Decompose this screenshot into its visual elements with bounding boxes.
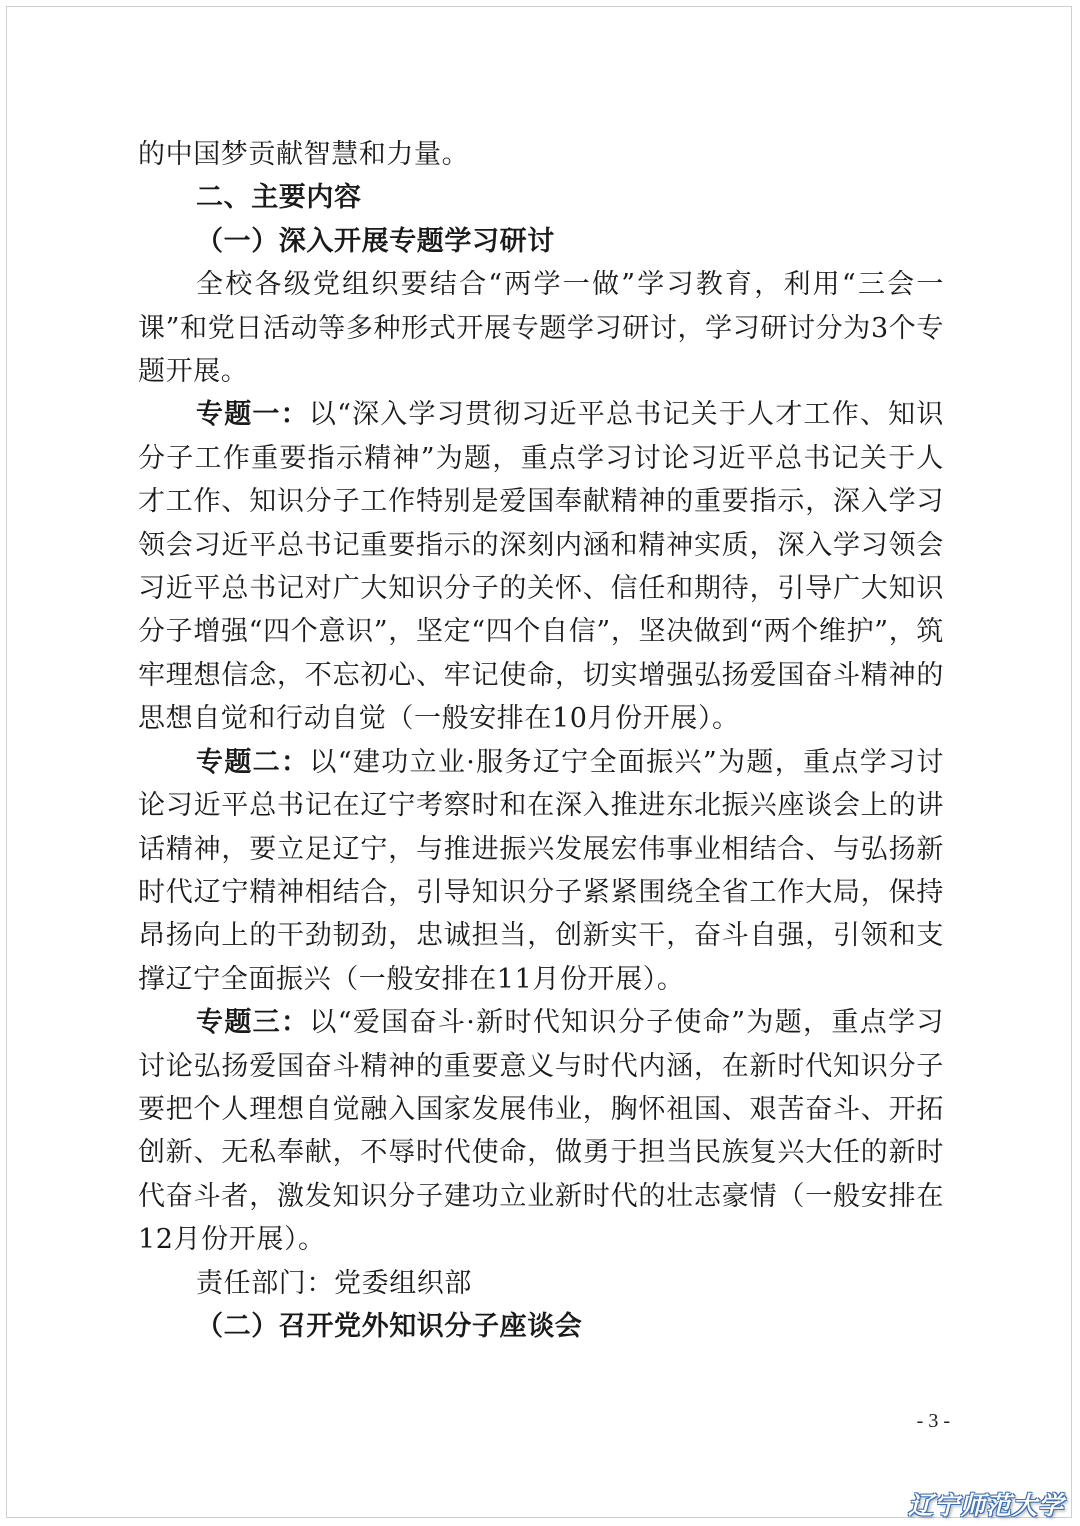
topic-2-text: 以“建功立业·服务辽宁全面振兴”为题，重点学习讨论习近平总书记在辽宁考察时和在深入推进东北振兴座谈会上的讲话精神，要立足辽宁，与推进振兴发展宏伟事业相结合、与弘扬新时代辽宁精神相结合，引导知识分子紧紧围绕全省工作大局，保持昂扬向上的干劲韧劲，忠诚担当，创新实干，奋斗自强，引领和支撑辽宁全面振兴（一般安排在11月份开展）。	[138, 746, 944, 995]
paragraph-continuation: 的中国梦贡献智慧和力量。	[138, 139, 470, 170]
topic-3-label: 专题三：	[196, 1007, 310, 1039]
topic-3-text: 以“爱国奋斗·新时代知识分子使命”为题，重点学习讨论弘扬爱国奋斗精神的重要意义与时代内涵，在新时代知识分子要把个人理想自觉融入国家发展伟业，胸怀祖国、艰苦奋斗、开拓创新、无私奉献，不辱时代使命，做勇于担当民族复兴大任的新时代奋斗者，激发知识分子建功立业新时代的壮志豪情（一般安排在12月份开展）。	[138, 1007, 944, 1256]
topic-1-label: 专题一：	[196, 399, 309, 431]
subsection-heading-1: （一）深入开展专题学习研讨	[196, 225, 555, 257]
subsection-heading-2: （二）召开党外知识分子座谈会	[196, 1310, 583, 1342]
page-number: - 3 -	[916, 1410, 950, 1432]
section-heading: 二、主要内容	[196, 182, 362, 214]
paragraph-topic-3	[138, 1001, 944, 1261]
topic-2-label: 专题二：	[196, 746, 310, 778]
paragraph-topic-2	[138, 741, 944, 1001]
responsible-department: 责任部门：党委组织部	[196, 1267, 472, 1299]
watermark-logo: 辽宁师范大学	[907, 1491, 1064, 1520]
paragraph-intro: 全校各级党组织要结合“两学一做”学习教育，利用“三会一课”和党日活动等多种形式开展专题学习研讨，学习研讨分为3个专题开展。	[138, 269, 944, 388]
topic-1-text: 以“深入学习贯彻习近平总书记关于人才工作、知识分子工作重要指示精神”为题，重点学习讨论习近平总书记关于人才工作、知识分子工作特别是爱国奉献精神的重要指示，深入学习领会习近平总书记重要指示的深刻内涵和精神实质，深入学习领会习近平总书记对广大知识分子的关怀、信任和期待，引导广大知识分子增强“四个意识”，坚定“四个自信”，坚决做到“两个维护”，筑牢理想信念，不忘初心、牢记使命，切实增强弘扬爱国奋斗精神的思想自觉和行动自觉（一般安排在10月份开展）。	[138, 399, 944, 735]
document-body	[138, 133, 944, 1348]
paragraph-topic-1	[138, 393, 944, 740]
